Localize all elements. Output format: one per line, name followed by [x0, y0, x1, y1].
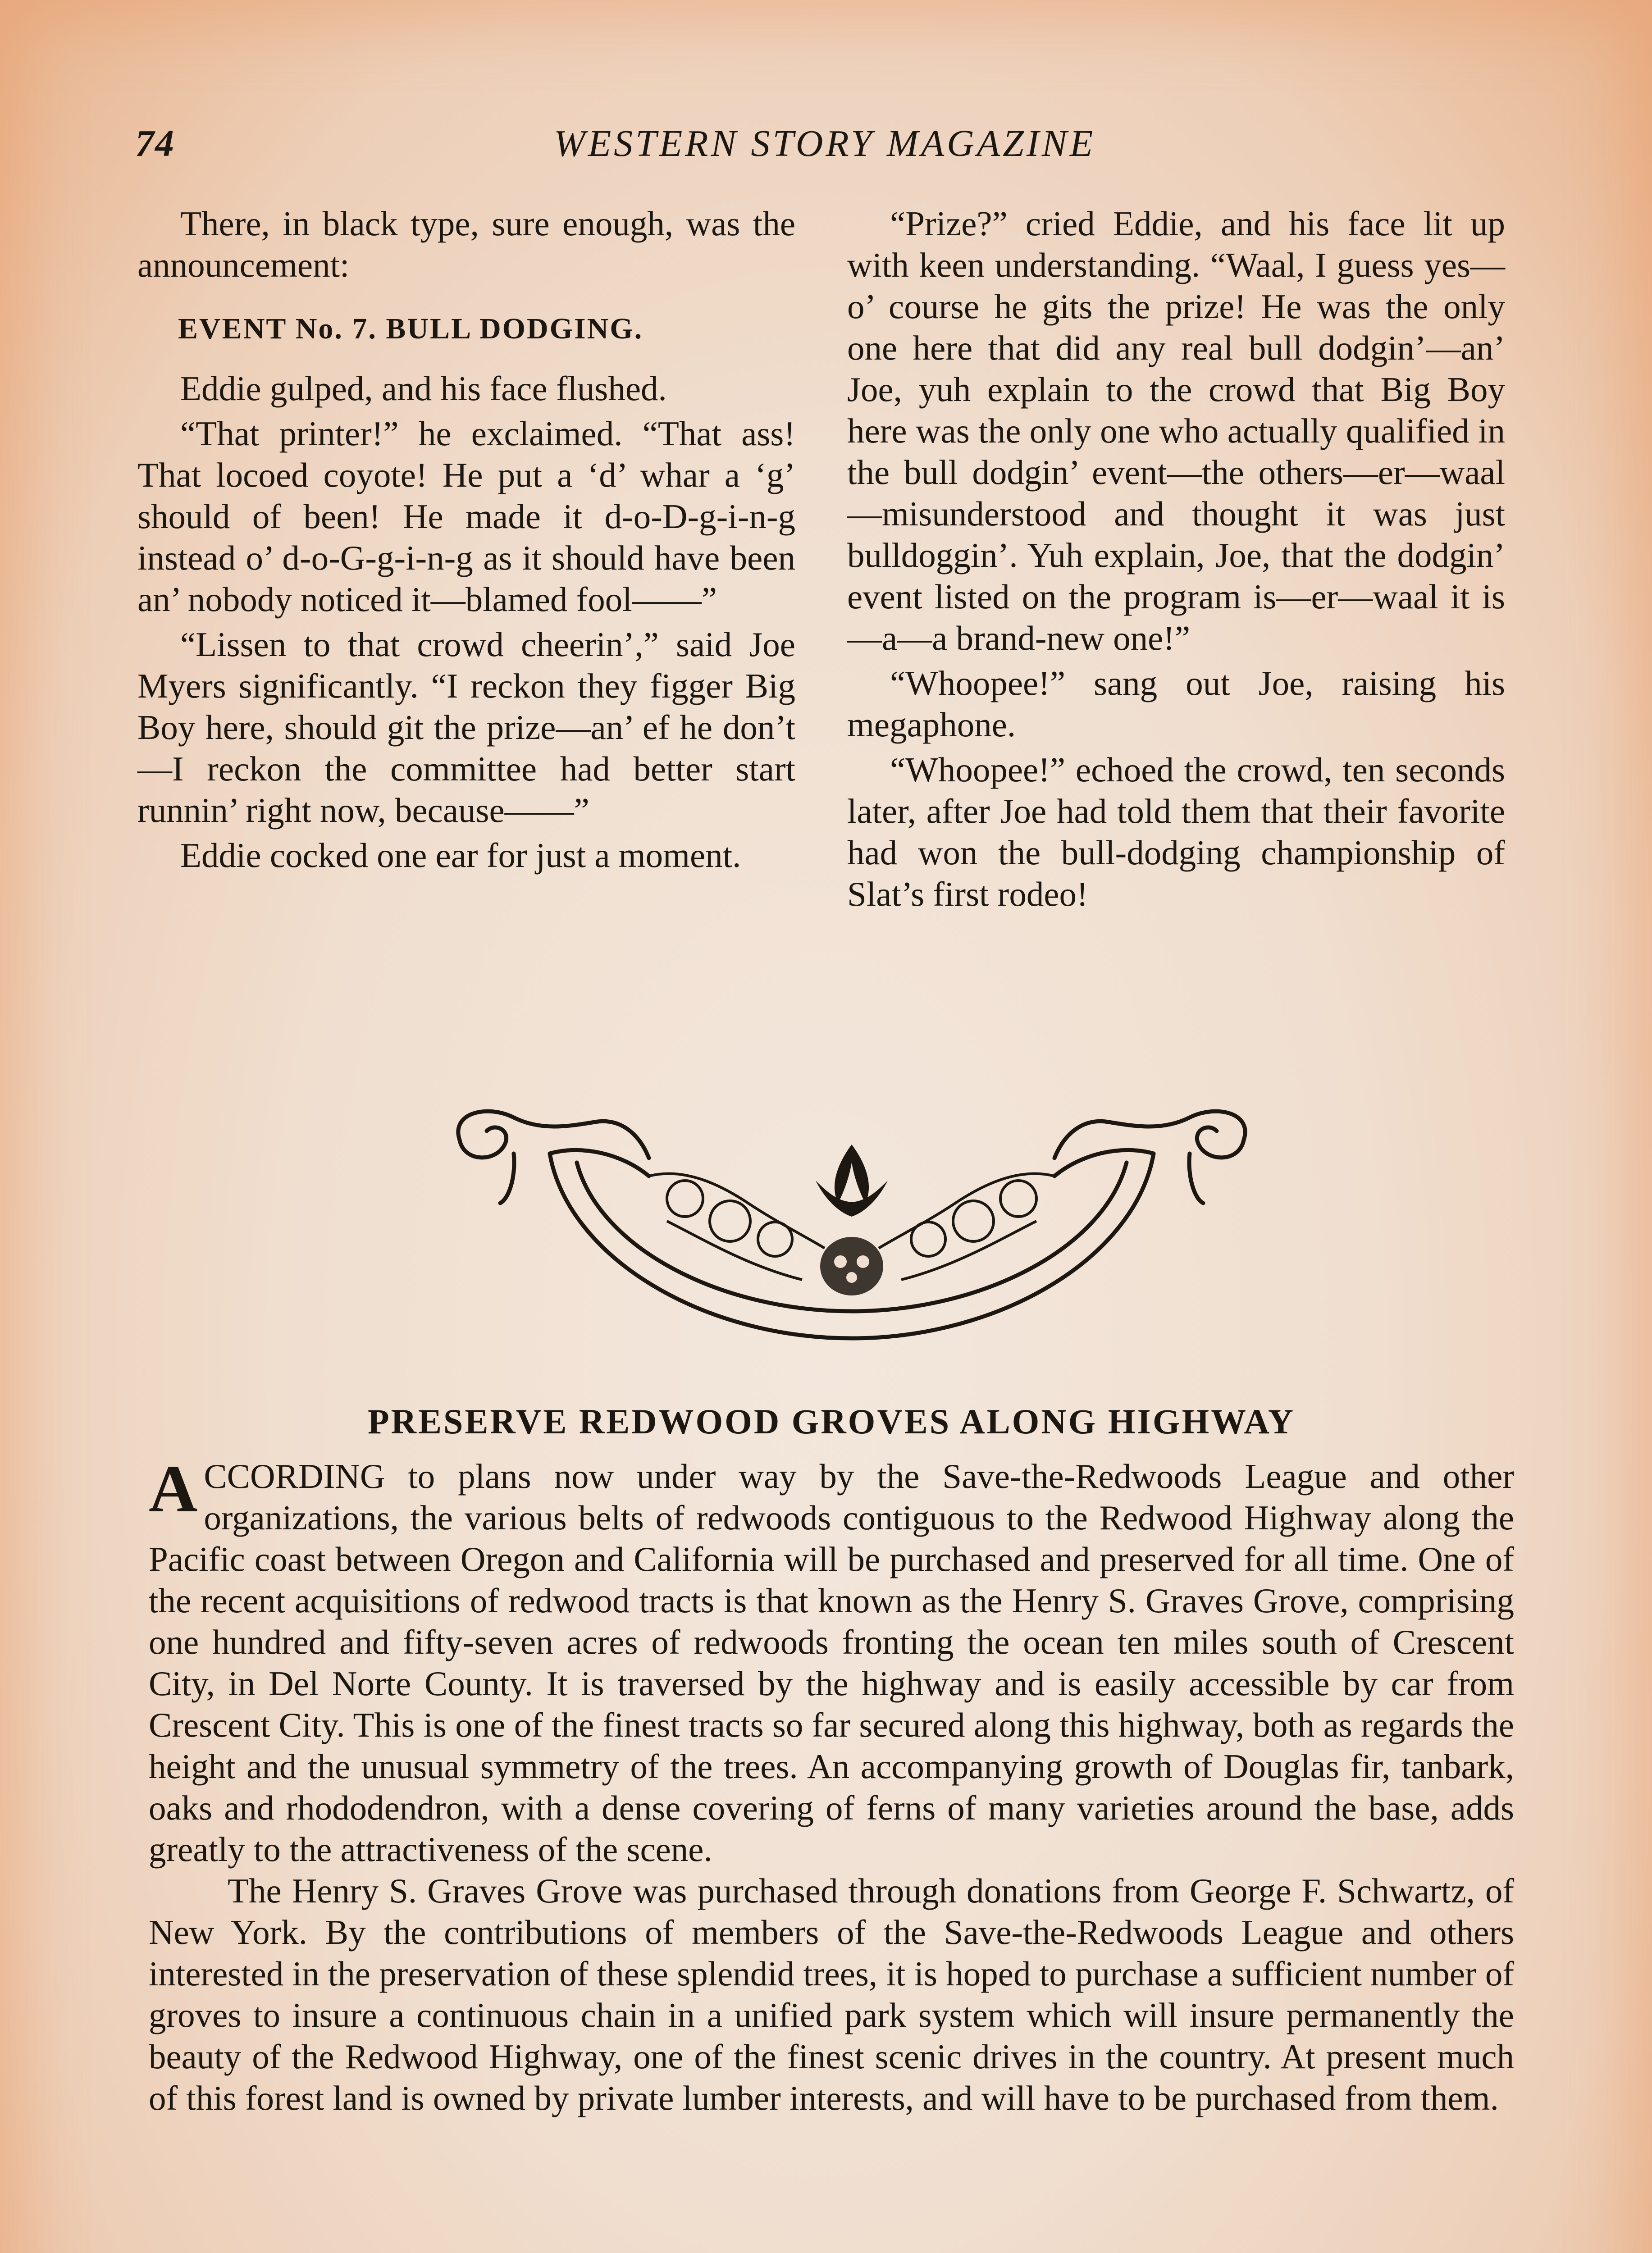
story-paragraph: “Prize?” cried Eddie, and his face lit up with keen understanding. “Waal, I guess yes—o’ course he gits the prize! He was the only one here that did any real bull dodgin’—an’ Joe, yuh explain to the crowd that Big Boy here was the only one who actually qualified in the bull dodgin’ event—the others—er—waal—misunderstood and thought it was just bulldoggin’. Yuh explain, Joe, that the dodgin’ event listed on the program is—er—waal it is—a—a brand-new one!”: [847, 204, 1505, 657]
story-paragraph: Eddie cocked one ear for just a moment.: [180, 836, 741, 875]
story-paragraph: “Whoopee!” echoed the crowd, ten seconds later, after Joe had told them that their favorite had won the bull-dodging championship of Slat’s first rodeo!: [847, 750, 1505, 913]
story-paragraph: “Whoopee!” sang out Joe, raising his megaphone.: [847, 664, 1505, 744]
event-heading: EVENT No. 7. BULL DODGING.: [178, 312, 643, 345]
article-paragraph: [149, 1451, 1514, 1870]
right-column: [847, 203, 1505, 918]
page-number: 74: [135, 123, 175, 164]
story-paragraph: There, in black type, sure enough, was the announcement:: [137, 204, 795, 284]
article-paragraph: The Henry S. Graves Grove was purchased through donations from George F. Schwartz, of New York. By the contributions of members of the Save-the-Redwoods League and others interested in the preservation of these splendid trees, it is hoped to purchase a sufficient number of groves to insure a continuous chain in a unified park system which will insure permanently the beauty of the Redwood Highway, one of the finest scenic drives in the country. At present much of this forest land is owned by private lumber interests, and will have to be purchased from them.: [149, 1871, 1514, 2117]
left-column: [137, 203, 795, 880]
magazine-title: WESTERN STORY MAGAZINE: [553, 123, 1096, 164]
decorative-ornament: [433, 1086, 1271, 1365]
page-header: [135, 122, 1514, 180]
story-paragraph: Eddie gulped, and his face flushed.: [180, 369, 667, 408]
drop-cap: A: [149, 1451, 198, 1526]
story-paragraph: “That printer!” he exclaimed. “That ass! That locoed coyote! He put a ‘d’ whar a ‘g’ should of been! He made it d-o-D-g-i-n-g instead o’ d-o-G-g-i-n-g as it should have been an’ nobody noticed it—blamed fool——”: [137, 414, 795, 619]
article-paragraph-text: CCORDING to plans now under way by the Save-the-Redwoods League and other organizations, the various belts of redwoods contiguous to the Redwood Highway along the Pacific coast between Oregon and California will be purchased and preserved for all time. One of the recent acquisitions of redwood tracts is that known as the Henry S. Graves Grove, comprising one hundred and fifty-seven acres of redwoods fronting the ocean ten miles south of Crescent City, in Del Norte County. It is traversed by the highway and is easily accessible by car from Crescent City. This is one of the finest tracts so far secured along this highway, both as regards the height and the unusual symmetry of the trees. An accompanying growth of Douglas fir, tanbark, oaks and rhododendron, with a dense covering of ferns of many varieties around the base, adds greatly to the attractiveness of the scene.: [149, 1457, 1514, 1869]
story-paragraph: “Lissen to that crowd cheerin’,” said Joe Myers significantly. “I reckon they figger Big Boy here, should git the prize—an’ ef he don’t—I reckon the committee had better start runnin’ right now, because——”: [137, 625, 795, 830]
redwood-article: [149, 1401, 1514, 2119]
article-title: PRESERVE REDWOOD GROVES ALONG HIGHWAY: [367, 1402, 1296, 1441]
